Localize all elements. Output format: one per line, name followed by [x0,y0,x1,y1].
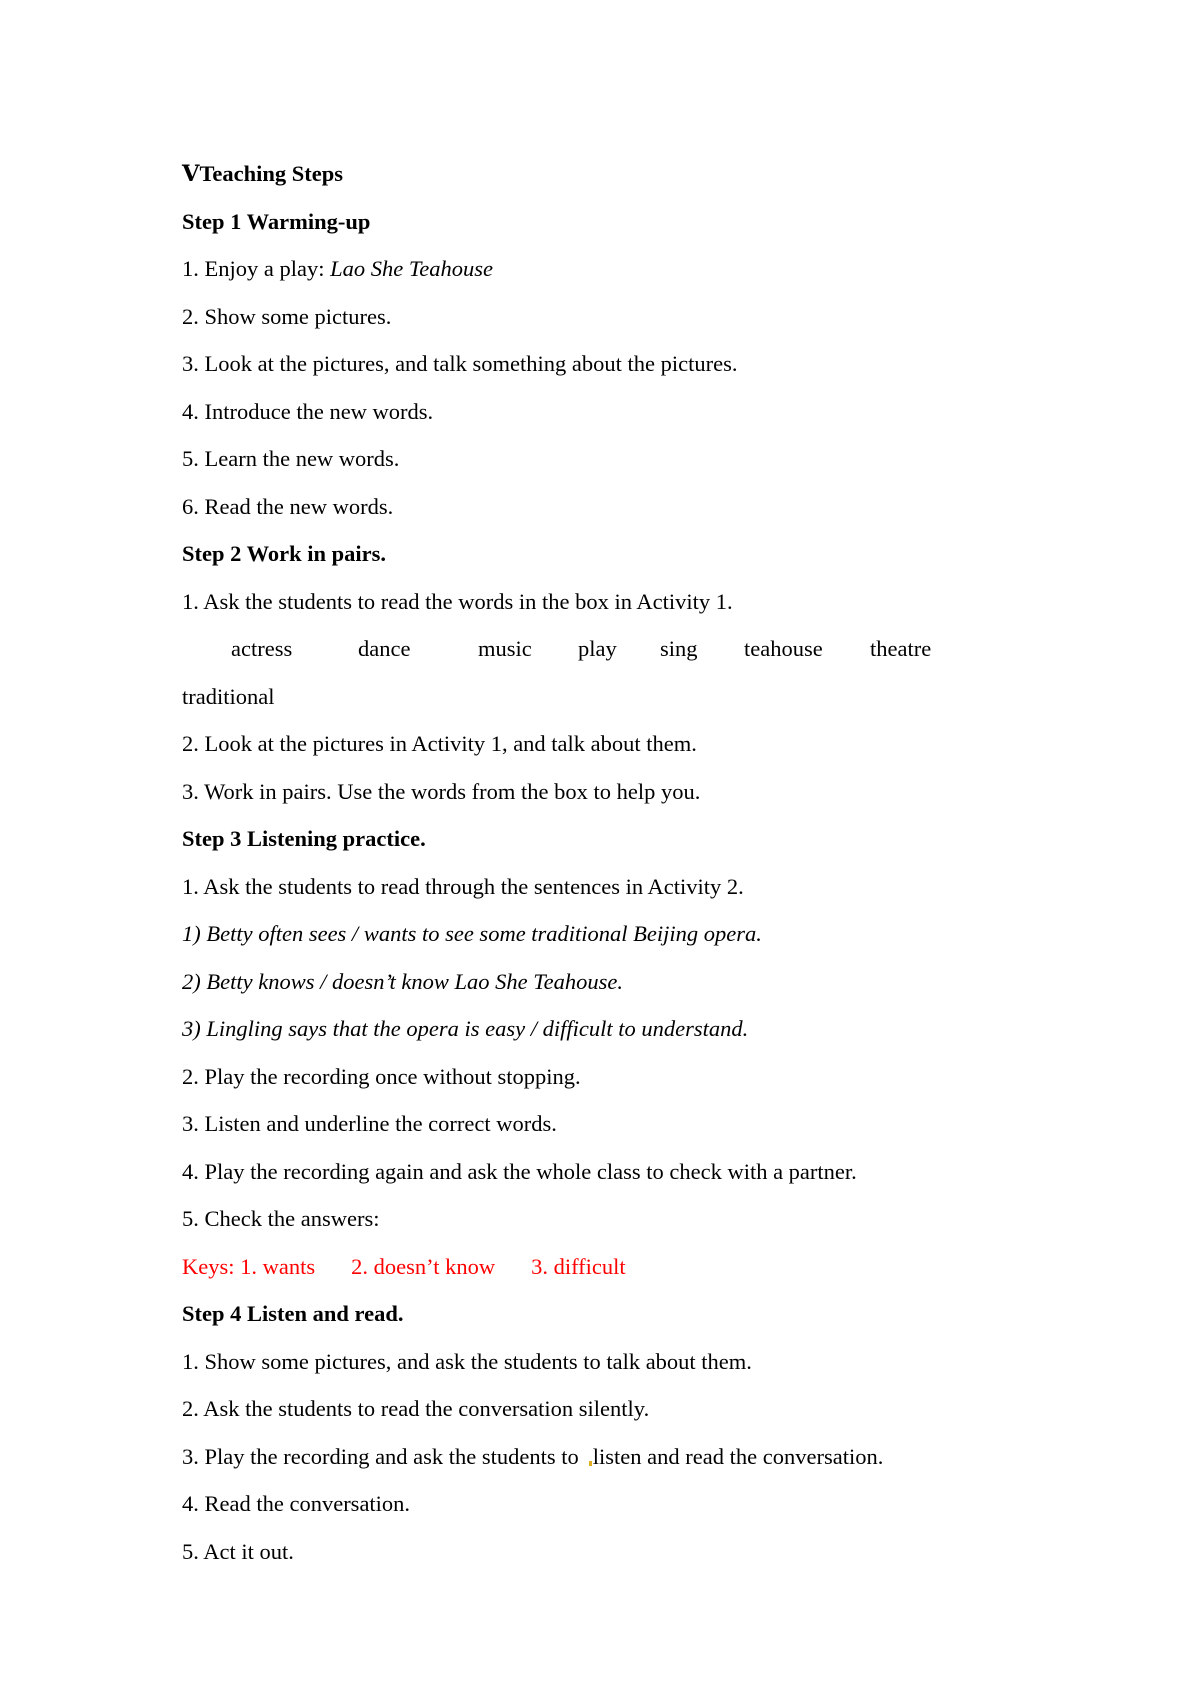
step4-item-3-start: 3. Play the recording and ask the students to [182,1443,579,1469]
play-title: Lao She Teahouse [330,256,494,281]
word-box-word: music [478,636,532,661]
section-heading: ⅤTeaching Steps [182,161,344,186]
word-box-word: dance [358,636,411,661]
word-box-word: theatre [870,636,932,661]
step3-title: Step 3 Listening practice. [182,826,426,851]
step4-item-3 [182,1433,982,1481]
step4-item-1: 1. Show some pictures, and ask the students to talk about them. [182,1348,752,1374]
word-box-word: sing [660,636,698,661]
answer-key-1: Keys: 1. wants [182,1253,316,1279]
word-box-word-last: traditional [182,683,275,709]
step4-item-4: 4. Read the conversation. [182,1491,411,1516]
step1-title: Step 1 Warming-up [182,208,371,234]
step3-item-2: 2. Play the recording once without stopping. [182,1063,581,1089]
step1-item-6: 6. Read the new words. [182,493,394,519]
step3-item-5: 5. Check the answers: [182,1206,380,1231]
step4-item-3-end: listen and read the conversation. [592,1443,884,1469]
step2-item-2: 2. Look at the pictures in Activity 1, and talk about them. [182,731,697,756]
word-box-word: actress [231,636,293,661]
step1-item-3: 3. Look at the pictures, and talk something about the pictures. [182,351,738,376]
activity-sentence-2: 2) Betty knows / doesn’t know Lao She Teahouse. [182,968,624,994]
step2-title: Step 2 Work in pairs. [182,541,387,566]
step1-item-4: 4. Introduce the new words. [182,398,434,424]
step4-item-2: 2. Ask the students to read the conversation silently. [182,1396,650,1421]
step4-title: Step 4 Listen and read. [182,1301,404,1326]
step2-item-1: 1. Ask the students to read the words in the box in Activity 1. [182,588,733,614]
step1-item-2: 2. Show some pictures. [182,303,392,329]
answer-key-3: 3. difficult [531,1253,626,1279]
step3-item-3: 3. Listen and underline the correct words. [182,1111,557,1136]
step3-item-1: 1. Ask the students to read through the sentences in Activity 2. [182,873,744,899]
activity-sentence-3: 3) Lingling says that the opera is easy / difficult to understand. [182,1016,749,1041]
lesson-plan-page [182,150,982,1575]
word-box-word: teahouse [744,636,823,661]
word-box-word: play [578,636,617,661]
word-box [182,625,982,673]
step4-item-5: 5. Act it out. [182,1538,294,1564]
step1-item-5: 5. Learn the new words. [182,446,400,471]
step1-item-1 [182,245,982,293]
step1-item-1-prefix: 1. Enjoy a play: [182,256,331,281]
activity-sentence-1: 1) Betty often sees / wants to see some traditional Beijing opera. [182,921,762,946]
answer-key-2: 2. doesn’t know [351,1253,496,1279]
step2-item-3: 3. Work in pairs. Use the words from the box to help you. [182,778,701,804]
edit-mark [589,1461,592,1466]
answer-keys [182,1243,982,1291]
step3-item-4: 4. Play the recording again and ask the whole class to check with a partner. [182,1158,857,1184]
